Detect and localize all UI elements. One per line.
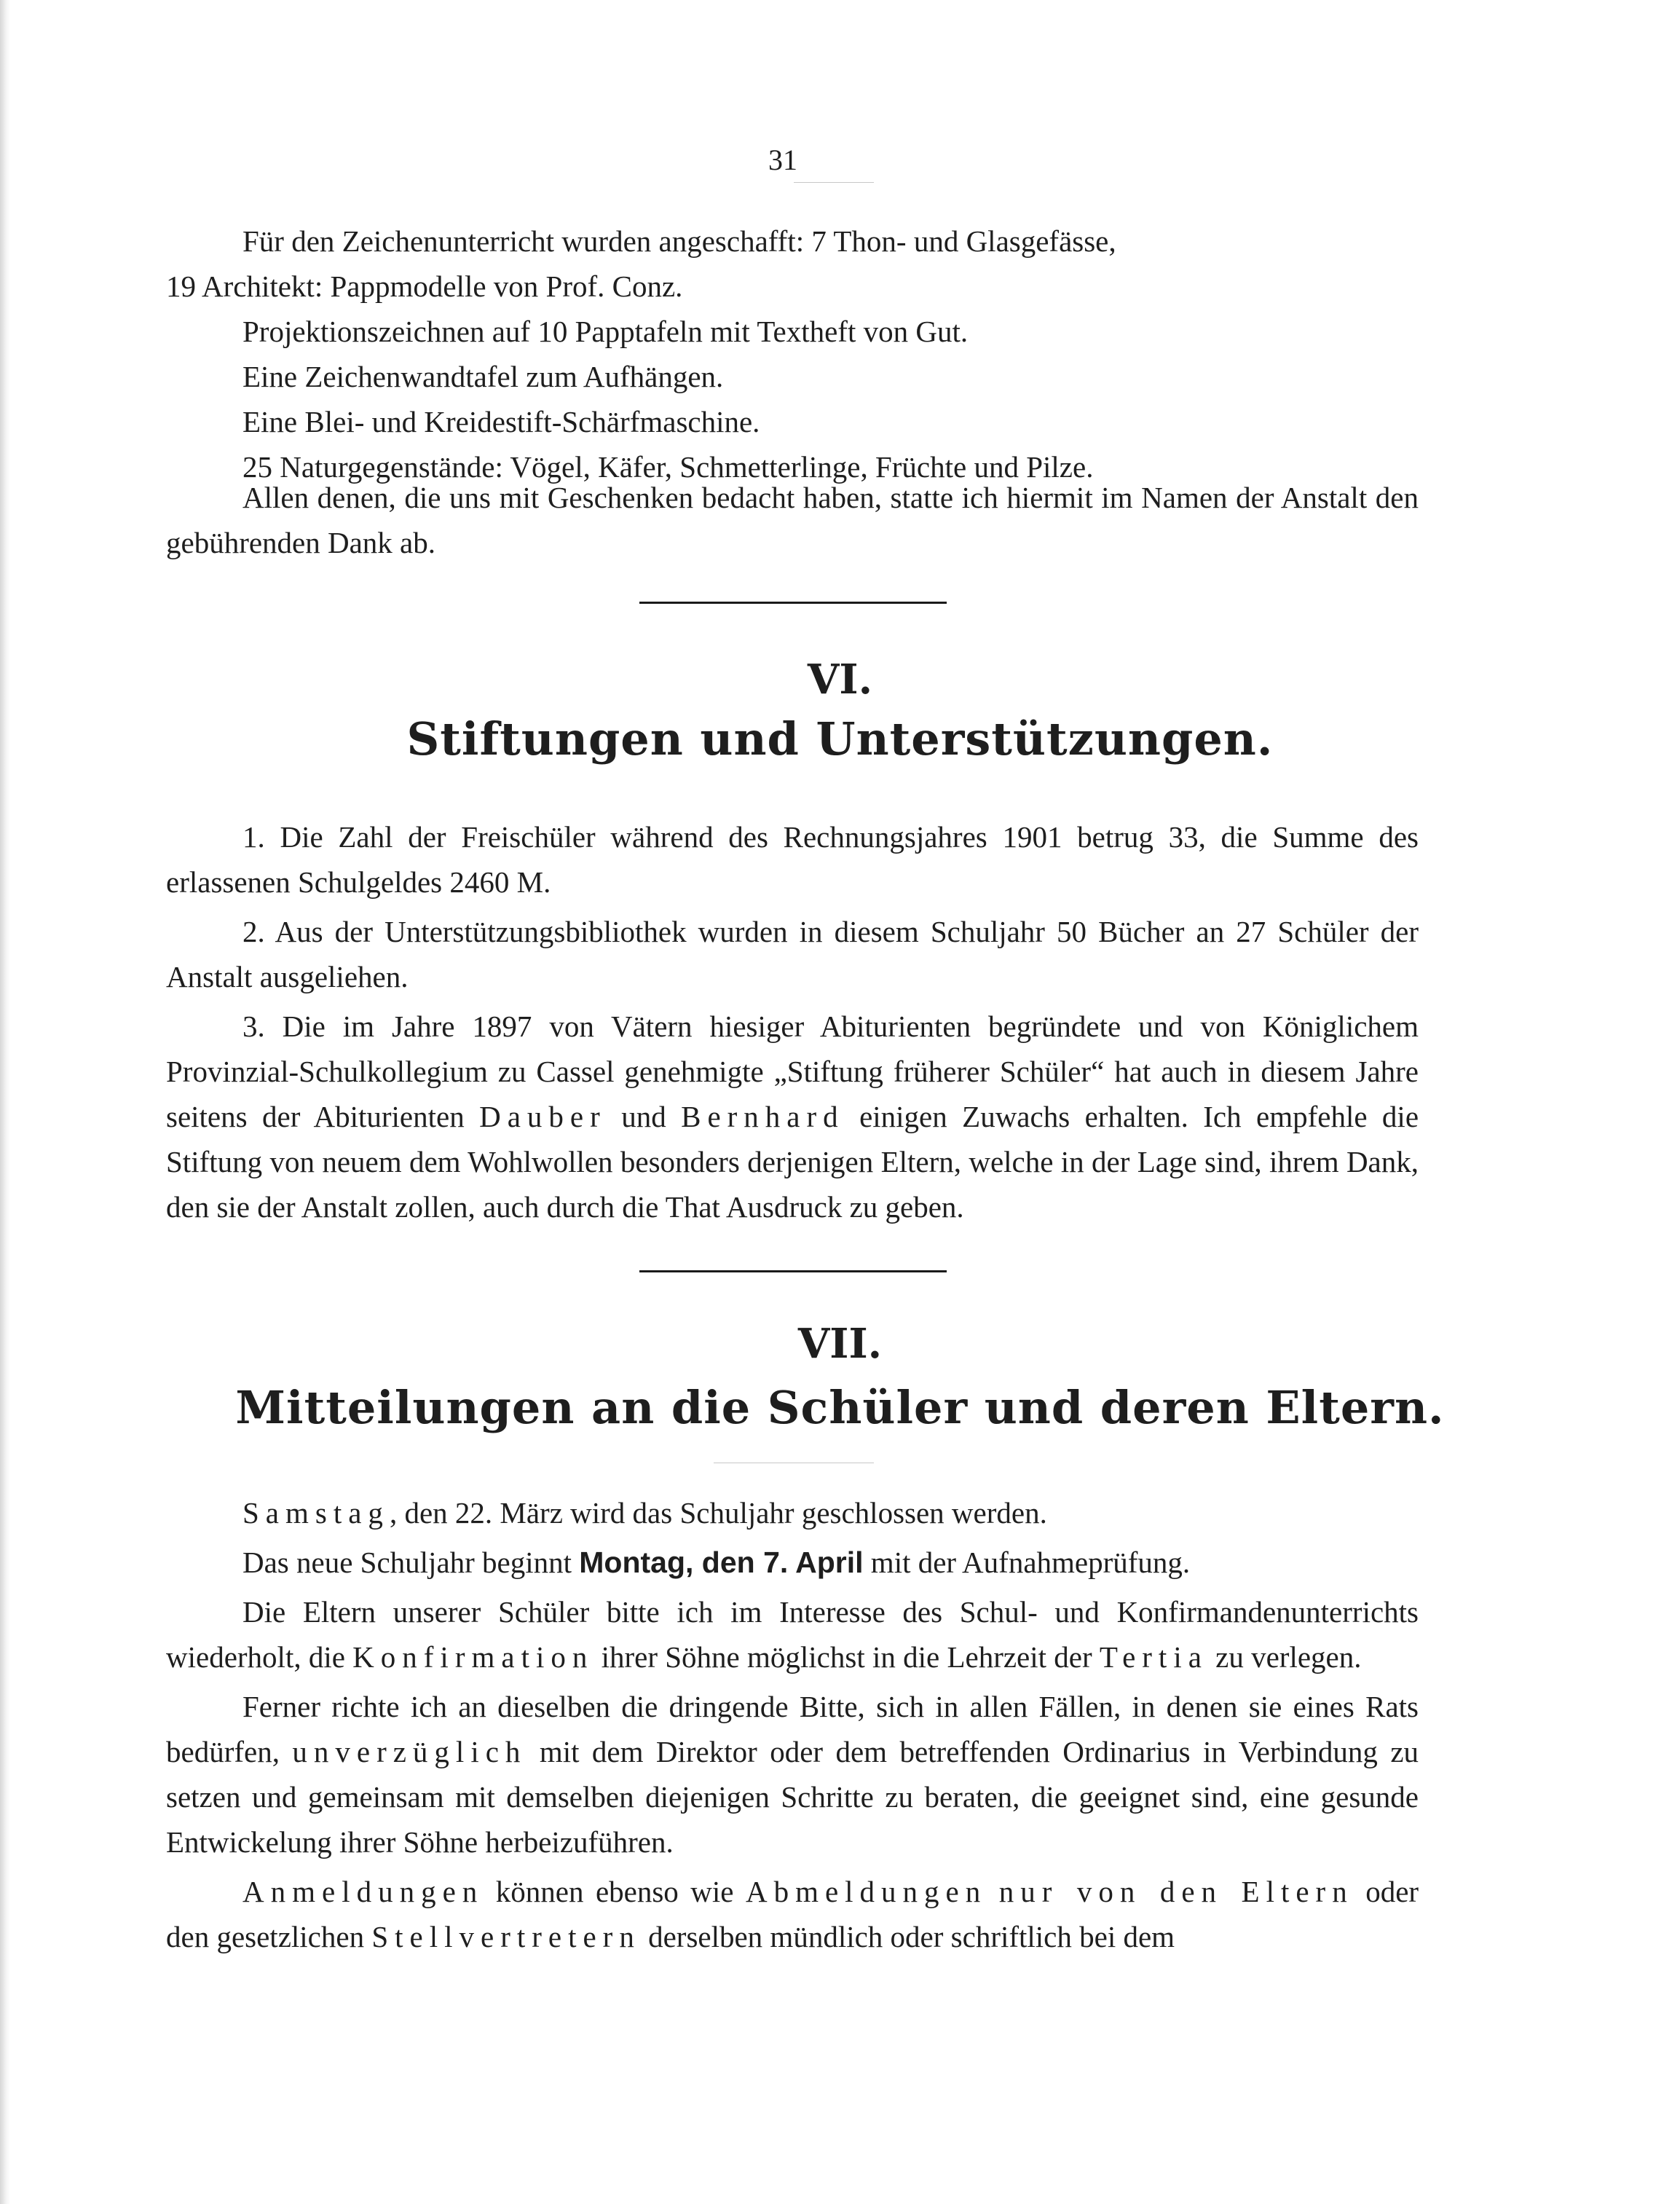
p2-post: mit der Aufnahmeprüfung. bbox=[870, 1546, 1191, 1579]
header-faint-rule bbox=[794, 182, 874, 183]
thanks-block bbox=[166, 475, 1419, 570]
p4-pre: Ferner richte ich an dieselben die dringende Bitte, sich in allen Fällen, in denen sie eines Rats bedürfen, bbox=[166, 1690, 1419, 1768]
p3-mid: ihrer Söhne möglichst in die Lehrzeit der bbox=[601, 1640, 1092, 1674]
anmeldungen-word: Anmeldungen bbox=[242, 1875, 484, 1908]
section-vi-item-3 bbox=[166, 1004, 1419, 1229]
section-vi-title: Stiftungen und Unterstützungen. bbox=[406, 712, 1274, 766]
page-number: 31 bbox=[768, 143, 797, 176]
section-vi-numeral: VI. bbox=[807, 656, 873, 704]
p4-post: mit dem Direktor oder dem betreffenden Ordinarius in Verbindung zu setzen und gemeinsam mit demselben diejenigen Schritte zu beraten, die geeignet sind, eine gesunde Entwickelung ihrer Söhne herbeizuführen. bbox=[166, 1735, 1419, 1859]
nur-von-den-eltern: nur von den Eltern bbox=[998, 1875, 1354, 1908]
section-vii-paragraph-4 bbox=[166, 1684, 1419, 1865]
section-vi-item-2: 2. Aus der Unterstützungsbibliothek wurden in diesem Schuljahr 50 Bücher an 27 Schüler der Anstalt ausgeliehen. bbox=[166, 915, 1419, 993]
unverzueglich-word: unverzüglich bbox=[292, 1735, 527, 1768]
konfirmation-word: Konfirmation bbox=[352, 1640, 594, 1674]
acquisitions-line-4: Eine Zeichenwandtafel zum Aufhängen. bbox=[242, 360, 724, 393]
p3-post: zu verlegen. bbox=[1215, 1640, 1362, 1674]
page-edge-shadow bbox=[0, 0, 10, 2204]
acquisitions-line-1: Für den Zeichenunterricht wurden angeschafft: 7 Thon- und Glasgefässe, bbox=[242, 224, 1116, 258]
p3-pre: Die Eltern unserer Schüler bitte ich im Interesse des Schul- und Konfirmandenunterrichts wiederholt, die bbox=[166, 1595, 1419, 1674]
acquisitions-line-2: 19 Architekt: Pappmodelle von Prof. Conz. bbox=[166, 269, 683, 303]
item-3-text-b: einigen Zuwachs erhalten. Ich empfehle die Stiftung von neuem dem Wohlwollen besonders derjenigen Eltern, welche in der Lage sind, ihrem Dank, den sie der Anstalt zollen, auch durch die That Ausdruck zu geben. bbox=[166, 1100, 1419, 1224]
abiturient-name-bernhard: Bernhard bbox=[681, 1100, 845, 1133]
p2-pre: Das neue Schuljahr beginnt bbox=[242, 1546, 572, 1579]
item-3-text-a: 3. Die im Jahre 1897 von Vätern hiesiger Abiturienten begründete und von Königlichem Provinzial-Schulkollegium zu Cassel genehmigte „Stiftung früherer Schüler“ hat auch in diesem Jahre seitens der Abiturienten bbox=[166, 1009, 1419, 1133]
section-divider-1 bbox=[639, 602, 947, 604]
p5-t3: derselben mündlich oder schriftlich bei dem bbox=[648, 1920, 1175, 1953]
section-vii-paragraph-2 bbox=[166, 1540, 1419, 1585]
section-vii-title: Mitteilungen an die Schüler und deren Eltern. bbox=[235, 1381, 1445, 1434]
item-3-conjunction: und bbox=[621, 1100, 666, 1133]
section-divider-2 bbox=[639, 1270, 947, 1272]
p5-t2: oder den gesetzlichen bbox=[166, 1875, 1419, 1953]
p1-rest: , den 22. März wird das Schuljahr geschlossen werden. bbox=[389, 1496, 1047, 1530]
acquisitions-line-3: Projektionszeichnen auf 10 Papptafeln mit Textheft von Gut. bbox=[242, 315, 969, 348]
thanks-paragraph: Allen denen, die uns mit Geschenken bedacht haben, statte ich hiermit im Namen der Anstalt den gebührenden Dank ab. bbox=[166, 481, 1419, 559]
acquisitions-line-5: Eine Blei- und Kreidestift-Schärfmaschine. bbox=[242, 405, 760, 438]
samstag-word: Samstag bbox=[242, 1496, 390, 1530]
acquisitions-block bbox=[166, 219, 1419, 489]
school-start-date: Montag, den 7. April bbox=[579, 1546, 864, 1579]
section-vii-numeral: VII. bbox=[797, 1320, 883, 1368]
section-vi-item-1: 1. Die Zahl der Freischüler während des Rechnungsjahres 1901 betrug 33, die Summe des erlassenen Schulgeldes 2460 M. bbox=[166, 820, 1419, 899]
abiturient-name-dauber: Dauber bbox=[479, 1100, 607, 1133]
section-vii-paragraph-3 bbox=[166, 1589, 1419, 1680]
stellvertretern-word: Stellvertretern bbox=[371, 1920, 641, 1953]
tertia-word: Tertia bbox=[1099, 1640, 1208, 1674]
acquisitions-line-6: 25 Naturgegenstände: Vögel, Käfer, Schmetterlinge, Früchte und Pilze. bbox=[242, 450, 1094, 484]
abmeldungen-word: Abmeldungen bbox=[745, 1875, 987, 1908]
section-vii-body bbox=[166, 1490, 1419, 1964]
section-vii-paragraph-1 bbox=[166, 1490, 1419, 1535]
p5-t1: können ebenso wie bbox=[495, 1875, 734, 1908]
section-vii-paragraph-5 bbox=[166, 1869, 1419, 1959]
section-vi-body bbox=[166, 814, 1419, 1234]
